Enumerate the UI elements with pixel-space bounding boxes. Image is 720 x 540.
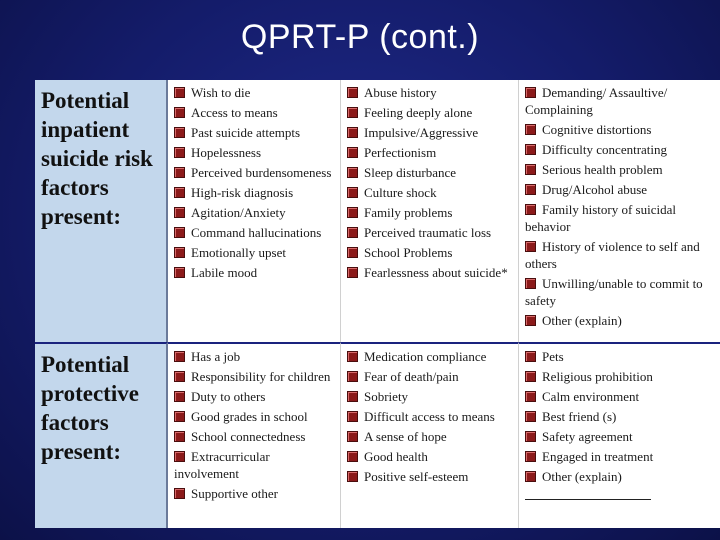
checkbox-icon[interactable] (174, 371, 185, 382)
checklist-item (525, 448, 718, 465)
checklist-item-label: Religious prohibition (542, 369, 653, 384)
checkbox-icon[interactable] (174, 187, 185, 198)
checklist-item-label: School Problems (364, 245, 453, 260)
checkbox-icon[interactable] (347, 207, 358, 218)
checklist-item (347, 368, 514, 385)
checkbox-icon[interactable] (525, 315, 536, 326)
checklist-item (347, 408, 514, 425)
checklist-item-label: Has a job (191, 349, 241, 364)
risk-factors-column-2 (341, 80, 519, 342)
checkbox-icon[interactable] (174, 207, 185, 218)
checkbox-icon[interactable] (525, 351, 536, 362)
checkbox-icon[interactable] (174, 107, 185, 118)
explain-blank-line[interactable] (525, 329, 651, 342)
checkbox-icon[interactable] (347, 431, 358, 442)
checkbox-icon[interactable] (174, 87, 185, 98)
checklist-item-label: Difficulty concentrating (542, 142, 668, 157)
protective-factors-column-1 (168, 342, 341, 528)
checklist-item-label: Pets (542, 349, 564, 364)
checklist-item-label: Abuse history (364, 85, 437, 100)
checklist-item-label: Unwilling/unable to commit to safety (525, 276, 703, 308)
checklist-item-label: School connectedness (191, 429, 306, 444)
checklist-item (525, 238, 718, 272)
checklist-item-label: Engaged in treatment (542, 449, 654, 464)
checklist-item-label: Cognitive distortions (542, 122, 652, 137)
checklist-item (525, 84, 718, 118)
checklist-item (174, 408, 336, 425)
checklist-item (347, 428, 514, 445)
checklist-item (174, 368, 336, 385)
checklist-item (174, 448, 336, 482)
checklist-item-label: Perceived burdensomeness (191, 165, 332, 180)
checkbox-icon[interactable] (347, 391, 358, 402)
checkbox-icon[interactable] (347, 227, 358, 238)
risk-factors-column-3 (519, 80, 720, 342)
checklist-item (174, 184, 336, 201)
checklist-item (174, 204, 336, 221)
checklist-item-label: Agitation/Anxiety (191, 205, 286, 220)
checklist-item-label: Sobriety (364, 389, 409, 404)
checklist-item-label: Culture shock (364, 185, 437, 200)
checklist-item (525, 388, 718, 405)
checkbox-icon[interactable] (174, 411, 185, 422)
checklist-item (174, 264, 336, 281)
checklist-item (347, 264, 514, 281)
checklist-item (174, 348, 336, 365)
checklist-item (347, 204, 514, 221)
checkbox-icon[interactable] (174, 451, 185, 462)
checkbox-icon[interactable] (525, 451, 536, 462)
checkbox-icon[interactable] (525, 241, 536, 252)
checklist-item-label: Family history of suicidal behavior (525, 202, 676, 234)
checklist-item (525, 201, 718, 235)
checklist-item (347, 388, 514, 405)
checklist-item (525, 181, 718, 198)
checklist-item-label: Duty to others (191, 389, 266, 404)
checklist-item-label: Emotionally upset (191, 245, 286, 260)
checkbox-icon[interactable] (525, 87, 536, 98)
checklist-item-label: Perfectionism (364, 145, 437, 160)
checklist-item (525, 408, 718, 425)
checklist-item-label: Other (explain) (542, 469, 622, 484)
checklist-item (525, 348, 718, 365)
checklist-item (525, 275, 718, 309)
checklist-item-label: Good grades in school (191, 409, 308, 424)
checkbox-icon[interactable] (174, 147, 185, 158)
checklist-item (347, 164, 514, 181)
checkbox-icon[interactable] (525, 411, 536, 422)
checklist-item (525, 312, 718, 342)
checkbox-icon[interactable] (525, 431, 536, 442)
checklist-item-label: Perceived traumatic loss (364, 225, 492, 240)
checklist-item-label: Access to means (191, 105, 278, 120)
checklist-item-label: High-risk diagnosis (191, 185, 294, 200)
checklist-item-label: Sleep disturbance (364, 165, 457, 180)
checkbox-icon[interactable] (347, 167, 358, 178)
checklist-item-label: Extracurricular involvement (174, 449, 270, 481)
checkbox-icon[interactable] (347, 371, 358, 382)
checklist-item-label: Calm environment (542, 389, 640, 404)
checkbox-icon[interactable] (525, 471, 536, 482)
slide-title: QPRT-P (cont.) (240, 18, 480, 56)
checklist-item (347, 448, 514, 465)
checklist-item-label: Supportive other (191, 486, 279, 501)
checklist-item (174, 144, 336, 161)
checkbox-icon[interactable] (347, 107, 358, 118)
protective-factors-column-2 (341, 342, 519, 528)
checkbox-icon[interactable] (347, 267, 358, 278)
checklist-item (525, 368, 718, 385)
checklist-item (525, 428, 718, 445)
checklist-item (174, 485, 336, 502)
checklist-item-label: History of violence to self and others (525, 239, 700, 271)
risk-factors-header: Potential inpatient suicide risk factors present: (35, 80, 168, 342)
checkbox-icon[interactable] (525, 164, 536, 175)
checkbox-icon[interactable] (174, 431, 185, 442)
checkbox-icon[interactable] (174, 351, 185, 362)
checklist-item-label: Fearlessness about suicide* (364, 265, 508, 280)
checklist-item-label: Best friend (s) (542, 409, 617, 424)
checklist-item (347, 104, 514, 121)
checkbox-icon[interactable] (347, 411, 358, 422)
checkbox-icon[interactable] (525, 144, 536, 155)
explain-blank-line[interactable] (525, 485, 651, 500)
checklist-item-label: Difficult access to means (364, 409, 495, 424)
checklist-item (347, 184, 514, 201)
checklist-item (347, 348, 514, 365)
checklist-item (174, 244, 336, 261)
checklist-item-label: Command hallucinations (191, 225, 322, 240)
checkbox-icon[interactable] (525, 184, 536, 195)
checklist-item (174, 428, 336, 445)
checklist-item-label: Family problems (364, 205, 453, 220)
checkbox-icon[interactable] (174, 391, 185, 402)
checklist-item (525, 121, 718, 138)
checklist-item-label: Feeling deeply alone (364, 105, 473, 120)
protective-factors-header: Potential protective factors present: (35, 342, 168, 528)
checklist-item-label: Hopelessness (191, 145, 262, 160)
checklist-item-label: Wish to die (191, 85, 251, 100)
checklist-item-label: Impulsive/Aggressive (364, 125, 479, 140)
checklist-item-label: Serious health problem (542, 162, 663, 177)
factors-table (35, 80, 720, 528)
checkbox-icon[interactable] (174, 227, 185, 238)
checkbox-icon[interactable] (525, 278, 536, 289)
checklist-item-label: Drug/Alcohol abuse (542, 182, 648, 197)
checkbox-icon[interactable] (525, 124, 536, 135)
checkbox-icon[interactable] (525, 371, 536, 382)
checklist-item-label: Positive self-esteem (364, 469, 469, 484)
checklist-item-label: Medication compliance (364, 349, 487, 364)
checklist-item (347, 224, 514, 241)
checkbox-icon[interactable] (347, 147, 358, 158)
checklist-item (174, 124, 336, 141)
checkbox-icon[interactable] (347, 247, 358, 258)
checklist-item (347, 244, 514, 261)
checklist-item (525, 468, 718, 504)
checkbox-icon[interactable] (525, 204, 536, 215)
checkbox-icon[interactable] (525, 391, 536, 402)
checkbox-icon[interactable] (174, 247, 185, 258)
checklist-item (174, 84, 336, 101)
checklist-item-label: Demanding/ Assaultive/ Complaining (525, 85, 668, 117)
checklist-item-label: Safety agreement (542, 429, 633, 444)
checkbox-icon[interactable] (347, 187, 358, 198)
checklist-item (347, 144, 514, 161)
checklist-item (525, 141, 718, 158)
checkbox-icon[interactable] (347, 451, 358, 462)
checklist-item (347, 84, 514, 101)
checklist-item (174, 164, 336, 181)
checklist-item (174, 388, 336, 405)
checklist-item (174, 224, 336, 241)
checkbox-icon[interactable] (347, 127, 358, 138)
checklist-item-label: Past suicide attempts (191, 125, 301, 140)
checkbox-icon[interactable] (347, 351, 358, 362)
checklist-item (347, 468, 514, 485)
checkbox-icon[interactable] (347, 471, 358, 482)
risk-factors-column-1 (168, 80, 341, 342)
checklist-item-label: Good health (364, 449, 428, 464)
checklist-item-label: Other (explain) (542, 313, 622, 328)
checkbox-icon[interactable] (174, 267, 185, 278)
checklist-item-label: Labile mood (191, 265, 258, 280)
checklist-item-label: Responsibility for children (191, 369, 331, 384)
checklist-item-label: A sense of hope (364, 429, 447, 444)
checklist-item (525, 161, 718, 178)
checkbox-icon[interactable] (174, 167, 185, 178)
checklist-item (174, 104, 336, 121)
checklist-item (347, 124, 514, 141)
checkbox-icon[interactable] (174, 127, 185, 138)
checkbox-icon[interactable] (347, 87, 358, 98)
checklist-item-label: Fear of death/pain (364, 369, 459, 384)
checkbox-icon[interactable] (174, 488, 185, 499)
protective-factors-column-3 (519, 342, 720, 528)
